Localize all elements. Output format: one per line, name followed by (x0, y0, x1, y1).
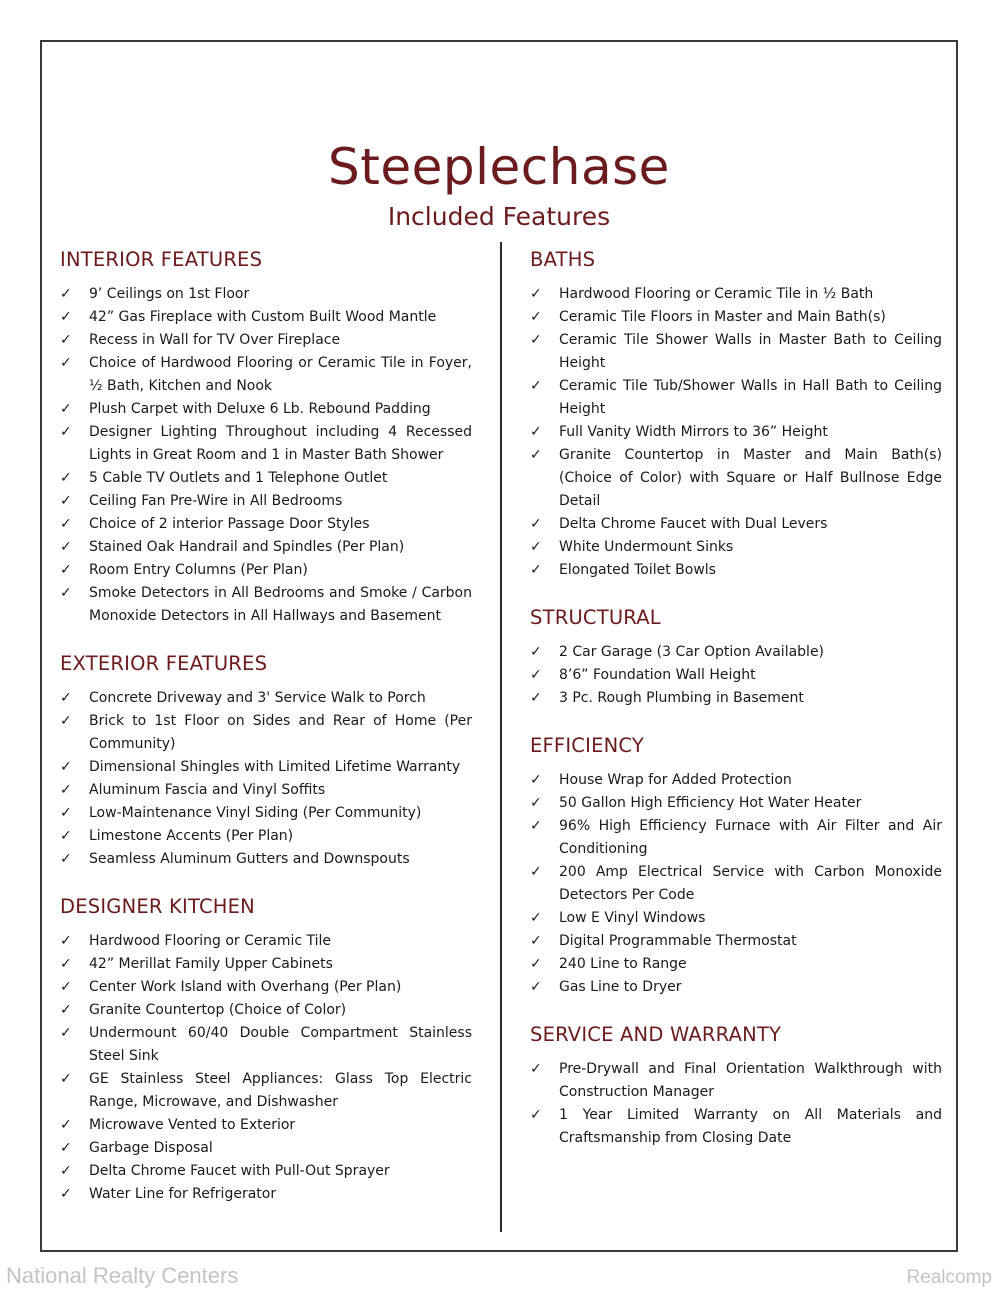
feature-item (530, 329, 942, 375)
section-baths (530, 248, 942, 582)
checkmark-icon: ✓ (60, 470, 72, 486)
checkmark-icon: ✓ (60, 286, 72, 302)
checkmark-icon: ✓ (60, 759, 72, 775)
checkmark-icon: ✓ (60, 401, 72, 417)
section-gap (60, 628, 472, 652)
feature-text: Garbage Disposal (89, 1140, 213, 1156)
feature-item (60, 352, 472, 398)
feature-item (60, 976, 472, 999)
feature-text: Choice of 2 interior Passage Door Styles (89, 516, 370, 532)
feature-text: 240 Line to Range (559, 956, 687, 972)
section-interior-features (60, 248, 472, 628)
feature-item (60, 1114, 472, 1137)
feature-item (60, 999, 472, 1022)
feature-item (530, 930, 942, 953)
feature-item (60, 582, 472, 628)
feature-text: Granite Countertop (Choice of Color) (89, 1002, 347, 1018)
feature-item (60, 1022, 472, 1068)
feature-text: Choice of Hardwood Flooring or Ceramic Tile in Foyer, ½ Bath, Kitchen and Nook (89, 355, 472, 394)
checkmark-icon: ✓ (60, 1186, 72, 1202)
feature-item (60, 710, 472, 756)
feature-text: 50 Gallon High Efficiency Hot Water Heater (559, 795, 862, 811)
checkmark-icon: ✓ (530, 424, 542, 440)
feature-item (60, 779, 472, 802)
checkmark-icon: ✓ (60, 805, 72, 821)
feature-item (60, 930, 472, 953)
feature-text: Ceramic Tile Shower Walls in Master Bath to Ceiling Height (559, 332, 942, 371)
feature-item (60, 421, 472, 467)
checkmark-icon: ✓ (530, 979, 542, 995)
feature-item (60, 953, 472, 976)
feature-text: Ceramic Tile Tub/Shower Walls in Hall Bath to Ceiling Height (559, 378, 942, 417)
checkmark-icon: ✓ (530, 562, 542, 578)
feature-text: Ceramic Tile Floors in Master and Main Bath(s) (559, 309, 886, 325)
feature-text: Aluminum Fascia and Vinyl Soffits (89, 782, 326, 798)
feature-text: Low-Maintenance Vinyl Siding (Per Community) (89, 805, 422, 821)
feature-item (530, 421, 942, 444)
feature-item (60, 398, 472, 421)
checkmark-icon: ✓ (530, 772, 542, 788)
feature-text: 2 Car Garage (3 Car Option Available) (559, 644, 825, 660)
feature-item (60, 825, 472, 848)
feature-text: Delta Chrome Faucet with Dual Levers (559, 516, 828, 532)
checkmark-icon: ✓ (60, 562, 72, 578)
checkmark-icon: ✓ (530, 539, 542, 555)
checkmark-icon: ✓ (60, 424, 72, 440)
feature-text: 9’ Ceilings on 1st Floor (89, 286, 250, 302)
feature-item (60, 283, 472, 306)
feature-text: 200 Amp Electrical Service with Carbon Monoxide Detectors Per Code (559, 864, 942, 903)
feature-text: Water Line for Refrigerator (89, 1186, 277, 1202)
feature-item (530, 1058, 942, 1104)
checkmark-icon: ✓ (60, 1025, 72, 1041)
checkmark-icon: ✓ (60, 516, 72, 532)
feature-item (530, 664, 942, 687)
document-frame (40, 40, 958, 1252)
feature-item (530, 861, 942, 907)
feature-text: Plush Carpet with Deluxe 6 Lb. Rebound Padding (89, 401, 431, 417)
section-structural (530, 606, 942, 710)
checkmark-icon: ✓ (530, 690, 542, 706)
checkmark-icon: ✓ (530, 818, 542, 834)
feature-item (530, 306, 942, 329)
feature-item (530, 687, 942, 710)
feature-text: Stained Oak Handrail and Spindles (Per Plan) (89, 539, 405, 555)
feature-list (60, 930, 472, 1206)
feature-item (60, 536, 472, 559)
feature-text: 1 Year Limited Warranty on All Materials and Craftsmanship from Closing Date (559, 1107, 942, 1146)
document-title: Steeplechase (328, 138, 670, 196)
watermark-right: Realcomp (906, 1267, 992, 1288)
section-heading: STRUCTURAL (530, 606, 661, 629)
feature-item (60, 1160, 472, 1183)
checkmark-icon: ✓ (530, 447, 542, 463)
checkmark-icon: ✓ (530, 864, 542, 880)
document-subtitle: Included Features (387, 202, 611, 231)
feature-item (530, 536, 942, 559)
section-efficiency (530, 734, 942, 999)
feature-text: Elongated Toilet Bowls (559, 562, 716, 578)
checkmark-icon: ✓ (530, 378, 542, 394)
right-column (530, 248, 942, 1150)
section-gap (60, 871, 472, 895)
left-column (60, 248, 472, 1206)
feature-item (60, 1137, 472, 1160)
feature-item (60, 1183, 472, 1206)
feature-text: Designer Lighting Throughout including 4 Recessed Lights in Great Room and 1 in Master Bath Shower (89, 424, 472, 463)
checkmark-icon: ✓ (60, 1117, 72, 1133)
feature-item (530, 375, 942, 421)
feature-text: 5 Cable TV Outlets and 1 Telephone Outlet (89, 470, 388, 486)
checkmark-icon: ✓ (60, 979, 72, 995)
feature-list (530, 1058, 942, 1150)
section-designer-kitchen (60, 895, 472, 1206)
feature-item (60, 756, 472, 779)
feature-item (60, 848, 472, 871)
feature-text: Microwave Vented to Exterior (89, 1117, 296, 1133)
checkmark-icon: ✓ (530, 516, 542, 532)
feature-text: Digital Programmable Thermostat (559, 933, 797, 949)
section-heading: INTERIOR FEATURES (60, 248, 263, 271)
checkmark-icon: ✓ (60, 851, 72, 867)
checkmark-icon: ✓ (60, 585, 72, 601)
feature-item (530, 907, 942, 930)
feature-text: Seamless Aluminum Gutters and Downspouts (89, 851, 410, 867)
feature-text: Undermount 60/40 Double Compartment Stainless Steel Sink (89, 1025, 472, 1064)
feature-text: Recess in Wall for TV Over Fireplace (89, 332, 341, 348)
feature-list (530, 283, 942, 582)
feature-item (530, 953, 942, 976)
feature-item (60, 802, 472, 825)
feature-text: 96% High Efficiency Furnace with Air Filter and Air Conditioning (559, 818, 942, 857)
checkmark-icon: ✓ (60, 713, 72, 729)
feature-text: Delta Chrome Faucet with Pull-Out Sprayer (89, 1163, 390, 1179)
section-heading: EXTERIOR FEATURES (60, 652, 268, 675)
feature-item (60, 513, 472, 536)
section-heading: SERVICE AND WARRANTY (530, 1023, 782, 1046)
section-heading: DESIGNER KITCHEN (60, 895, 255, 918)
feature-text: Brick to 1st Floor on Sides and Rear of Home (Per Community) (89, 713, 472, 752)
checkmark-icon: ✓ (60, 1140, 72, 1156)
feature-text: Full Vanity Width Mirrors to 36” Height (559, 424, 828, 440)
checkmark-icon: ✓ (60, 828, 72, 844)
section-gap (530, 710, 942, 734)
checkmark-icon: ✓ (530, 1107, 542, 1123)
feature-item (530, 1104, 942, 1150)
feature-item (60, 306, 472, 329)
feature-text: Dimensional Shingles with Limited Lifetime Warranty (89, 759, 461, 775)
checkmark-icon: ✓ (60, 933, 72, 949)
feature-list (60, 283, 472, 628)
checkmark-icon: ✓ (60, 956, 72, 972)
feature-item (530, 769, 942, 792)
checkmark-icon: ✓ (530, 910, 542, 926)
checkmark-icon: ✓ (60, 1163, 72, 1179)
feature-text: Low E Vinyl Windows (559, 910, 706, 926)
feature-text: 8’6” Foundation Wall Height (559, 667, 756, 683)
checkmark-icon: ✓ (60, 332, 72, 348)
feature-text: Granite Countertop in Master and Main Bath(s) (Choice of Color) with Square or Half Bullnose Edge Detail (559, 447, 942, 509)
feature-text: 42” Merillat Family Upper Cabinets (89, 956, 333, 972)
feature-item (60, 490, 472, 513)
feature-item (60, 467, 472, 490)
feature-item (530, 444, 942, 513)
section-gap (530, 582, 942, 606)
feature-text: Hardwood Flooring or Ceramic Tile in ½ Bath (559, 286, 874, 302)
feature-text: Concrete Driveway and 3' Service Walk to Porch (89, 690, 426, 706)
feature-text: Smoke Detectors in All Bedrooms and Smoke / Carbon Monoxide Detectors in All Hallways and Basement (89, 585, 472, 624)
feature-text: House Wrap for Added Protection (559, 772, 792, 788)
feature-text: Ceiling Fan Pre-Wire in All Bedrooms (89, 493, 343, 509)
checkmark-icon: ✓ (530, 1061, 542, 1077)
column-divider (500, 242, 502, 1232)
feature-item (530, 513, 942, 536)
section-service-and-warranty (530, 1023, 942, 1150)
feature-item (60, 559, 472, 582)
feature-list (530, 641, 942, 710)
feature-text: Pre-Drywall and Final Orientation Walkthrough with Construction Manager (559, 1061, 942, 1100)
feature-text: Room Entry Columns (Per Plan) (89, 562, 308, 578)
section-gap (530, 999, 942, 1023)
checkmark-icon: ✓ (60, 1002, 72, 1018)
feature-text: 42” Gas Fireplace with Custom Built Wood Mantle (89, 309, 437, 325)
section-exterior-features (60, 652, 472, 871)
checkmark-icon: ✓ (530, 309, 542, 325)
checkmark-icon: ✓ (60, 355, 72, 371)
feature-item (530, 815, 942, 861)
feature-text: Center Work Island with Overhang (Per Plan) (89, 979, 402, 995)
feature-text: GE Stainless Steel Appliances: Glass Top Electric Range, Microwave, and Dishwasher (89, 1071, 472, 1110)
feature-item (60, 687, 472, 710)
checkmark-icon: ✓ (60, 539, 72, 555)
feature-item (530, 792, 942, 815)
feature-list (60, 687, 472, 871)
checkmark-icon: ✓ (530, 933, 542, 949)
feature-item (530, 641, 942, 664)
feature-item (530, 559, 942, 582)
feature-text: Hardwood Flooring or Ceramic Tile (89, 933, 332, 949)
feature-text: 3 Pc. Rough Plumbing in Basement (559, 690, 804, 706)
checkmark-icon: ✓ (530, 795, 542, 811)
checkmark-icon: ✓ (530, 667, 542, 683)
feature-text: Gas Line to Dryer (559, 979, 682, 995)
feature-list (530, 769, 942, 999)
feature-item (530, 283, 942, 306)
checkmark-icon: ✓ (60, 1071, 72, 1087)
feature-text: Limestone Accents (Per Plan) (89, 828, 294, 844)
checkmark-icon: ✓ (530, 332, 542, 348)
watermark-left: National Realty Centers (6, 1263, 239, 1288)
section-heading: BATHS (530, 248, 596, 271)
feature-item (530, 976, 942, 999)
checkmark-icon: ✓ (60, 309, 72, 325)
checkmark-icon: ✓ (60, 782, 72, 798)
feature-item (60, 329, 472, 352)
checkmark-icon: ✓ (530, 644, 542, 660)
feature-item (60, 1068, 472, 1114)
feature-text: White Undermount Sinks (559, 539, 734, 555)
section-heading: EFFICIENCY (530, 734, 644, 757)
checkmark-icon: ✓ (60, 690, 72, 706)
checkmark-icon: ✓ (60, 493, 72, 509)
checkmark-icon: ✓ (530, 286, 542, 302)
checkmark-icon: ✓ (530, 956, 542, 972)
